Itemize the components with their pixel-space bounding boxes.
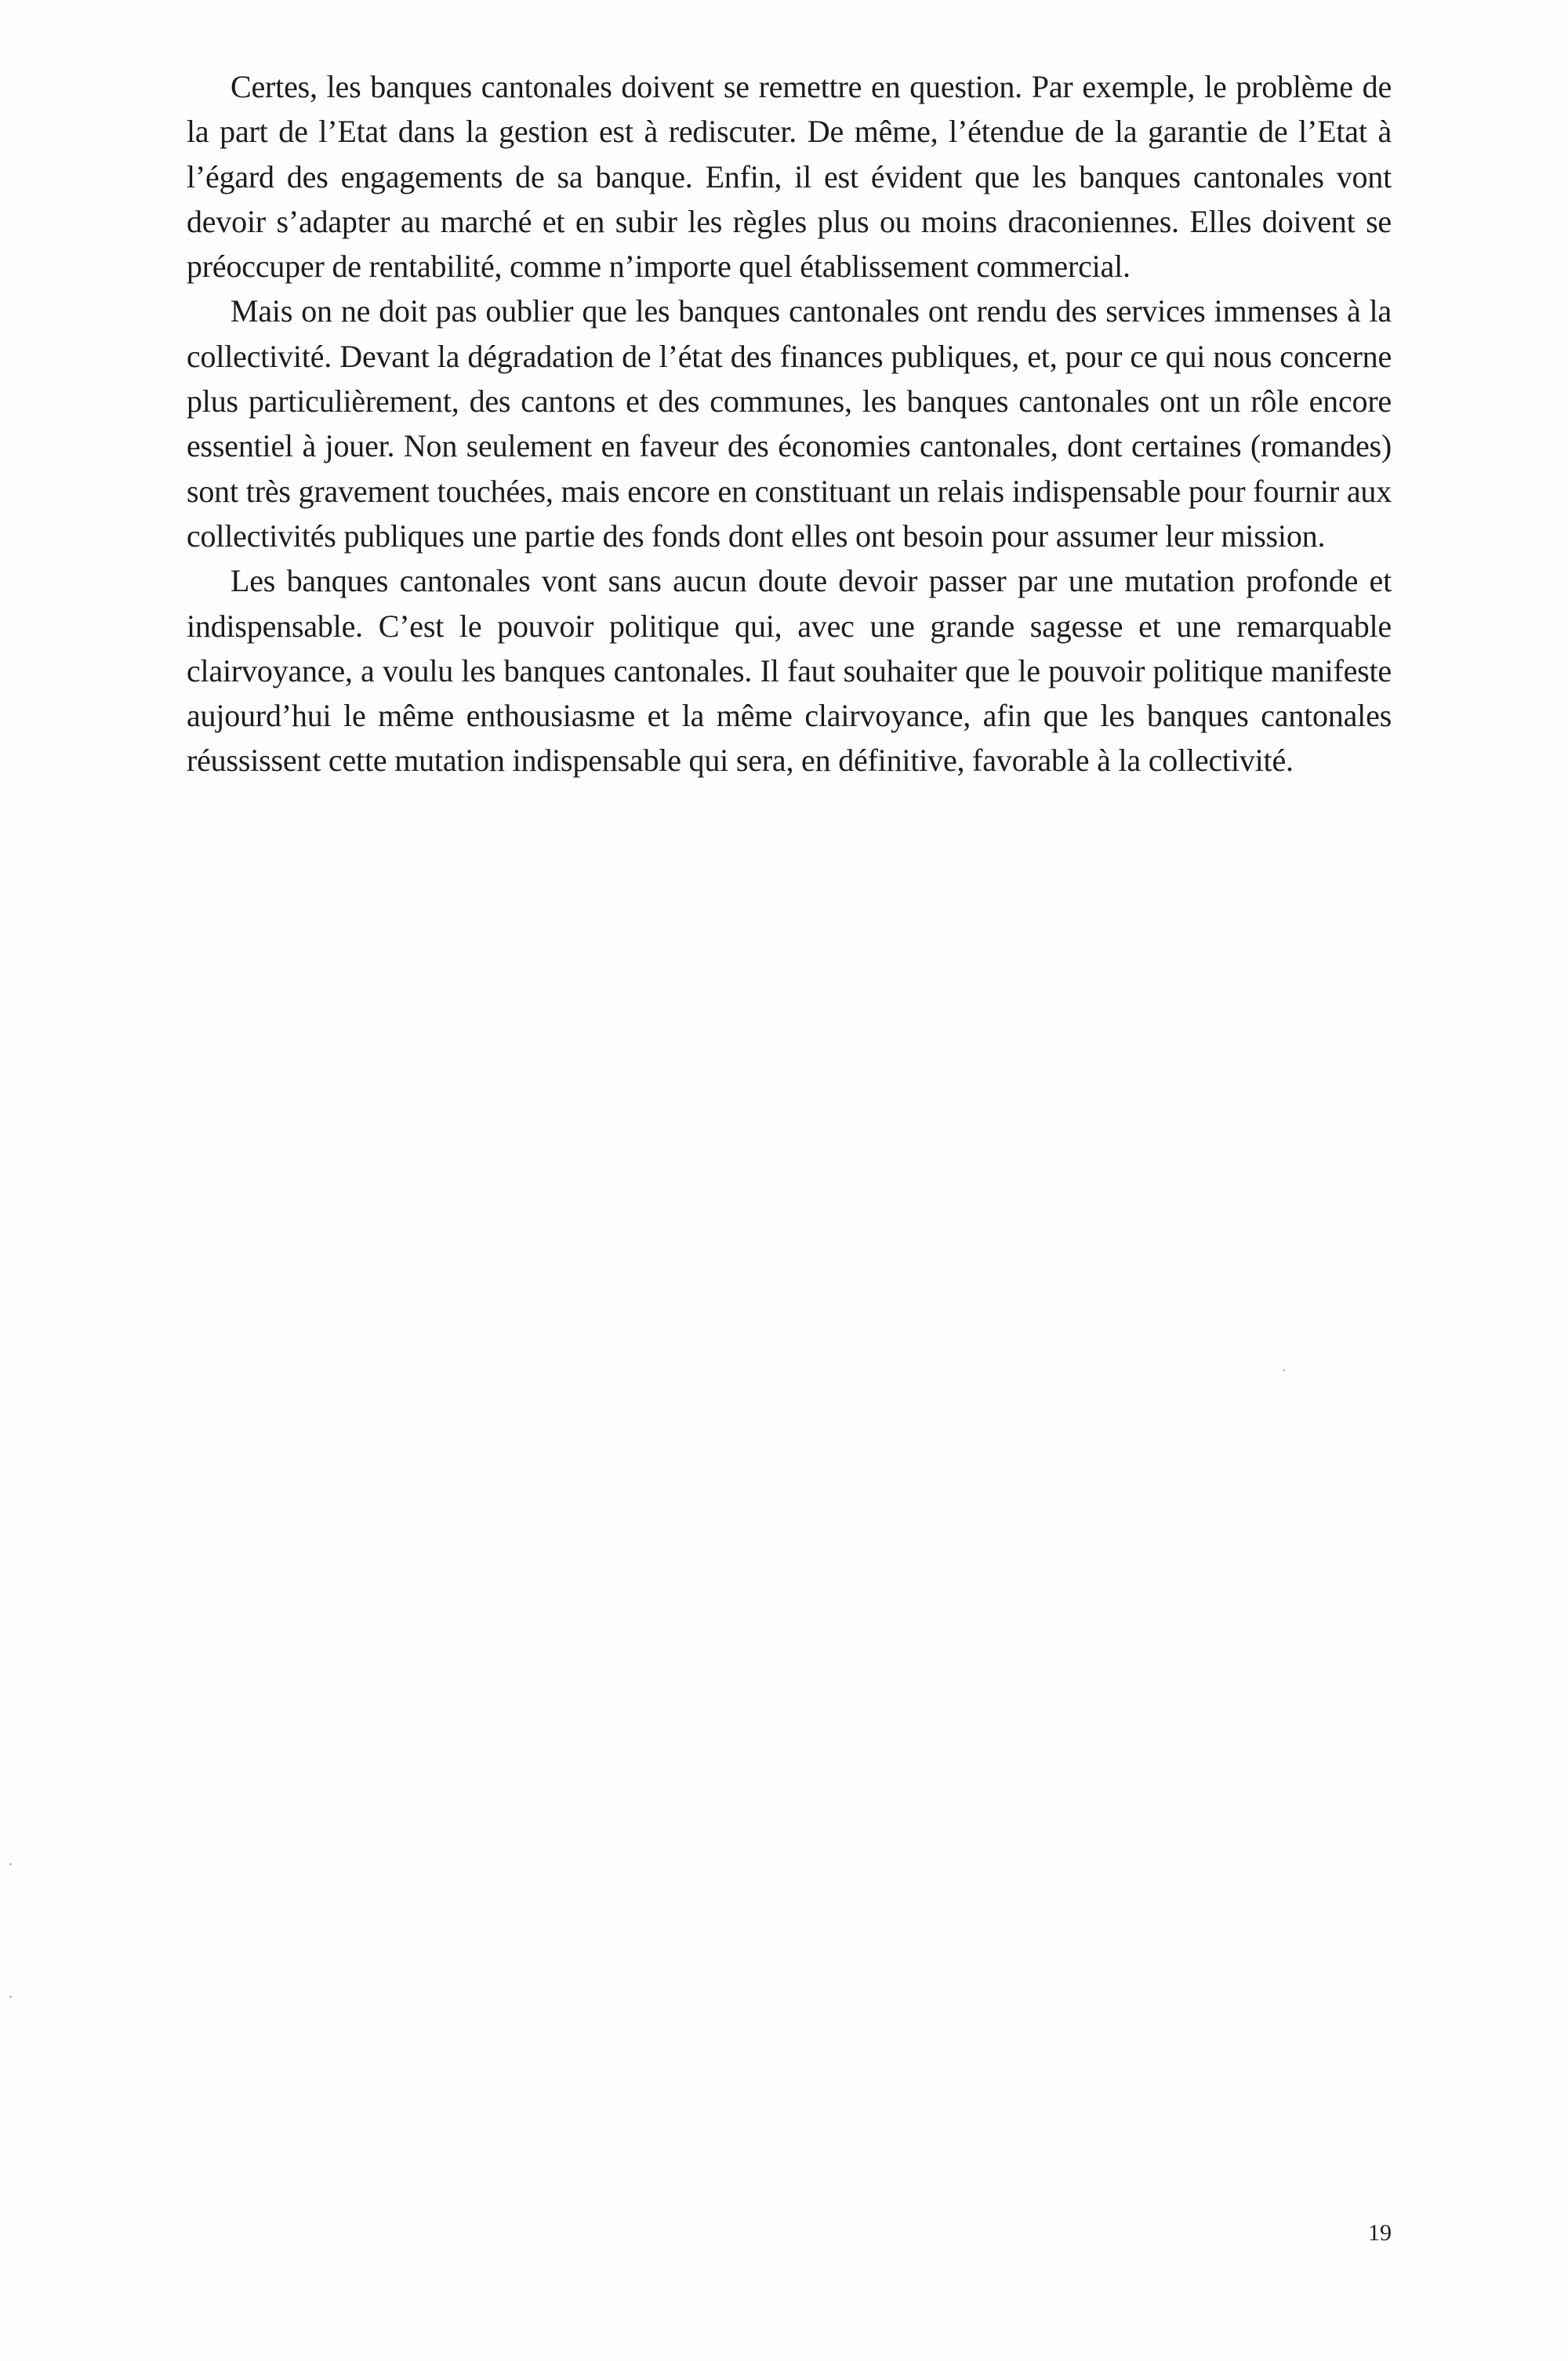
paragraph: Certes, les banques cantonales doivent se remettre en question. Par exemple, le problème de la part de l’Etat dans la gestion est à rediscuter. De même, l’étendue de la garantie de l’Etat à l’égard des engagements de sa banque. Enfin, il est évident que les banques cantonales vont devoir s’adapter au marché et en subir les règles plus ou moins draconiennes. Elles doivent se préoccuper de rentabilité, comme n’importe quel établissement commercial. bbox=[187, 69, 1392, 285]
paragraph: Mais on ne doit pas oublier que les banques cantonales ont rendu des services immenses à la collectivité. Devant la dégradation de l’état des finances publiques, et, pour ce qui nous concerne plus particulièrement, des cantons et des communes, les banques cantonales ont un rôle encore essentiel à jouer. Non seulement en faveur des économies cantonales, dont certaines (romandes) sont très gravement touchées, mais encore en constituant un relais indispensable pour fournir aux collectivités publiques une partie des fonds dont elles ont besoin pour assumer leur mission. bbox=[187, 293, 1392, 554]
page-number: 19 bbox=[1368, 2220, 1392, 2246]
scan-speck bbox=[9, 1863, 12, 1865]
paragraph: Les banques cantonales vont sans aucun doute devoir passer par une mutation profonde et indispensable. C’est le pouvoir politique qui, avec une grande sagesse et une remarquable clairvoyance, a voulu les banques cantonales. Il faut souhaiter que le pouvoir politique manifeste aujourd’hui le même enthousiasme et la même clairvoyance, afin que les banques cantonales réussissent cette mutation indispensable qui sera, en définitive, favorable à la collectivité. bbox=[187, 563, 1392, 779]
scan-speck bbox=[9, 1996, 12, 1998]
body-text bbox=[187, 64, 1392, 783]
scan-speck bbox=[1283, 1369, 1285, 1371]
